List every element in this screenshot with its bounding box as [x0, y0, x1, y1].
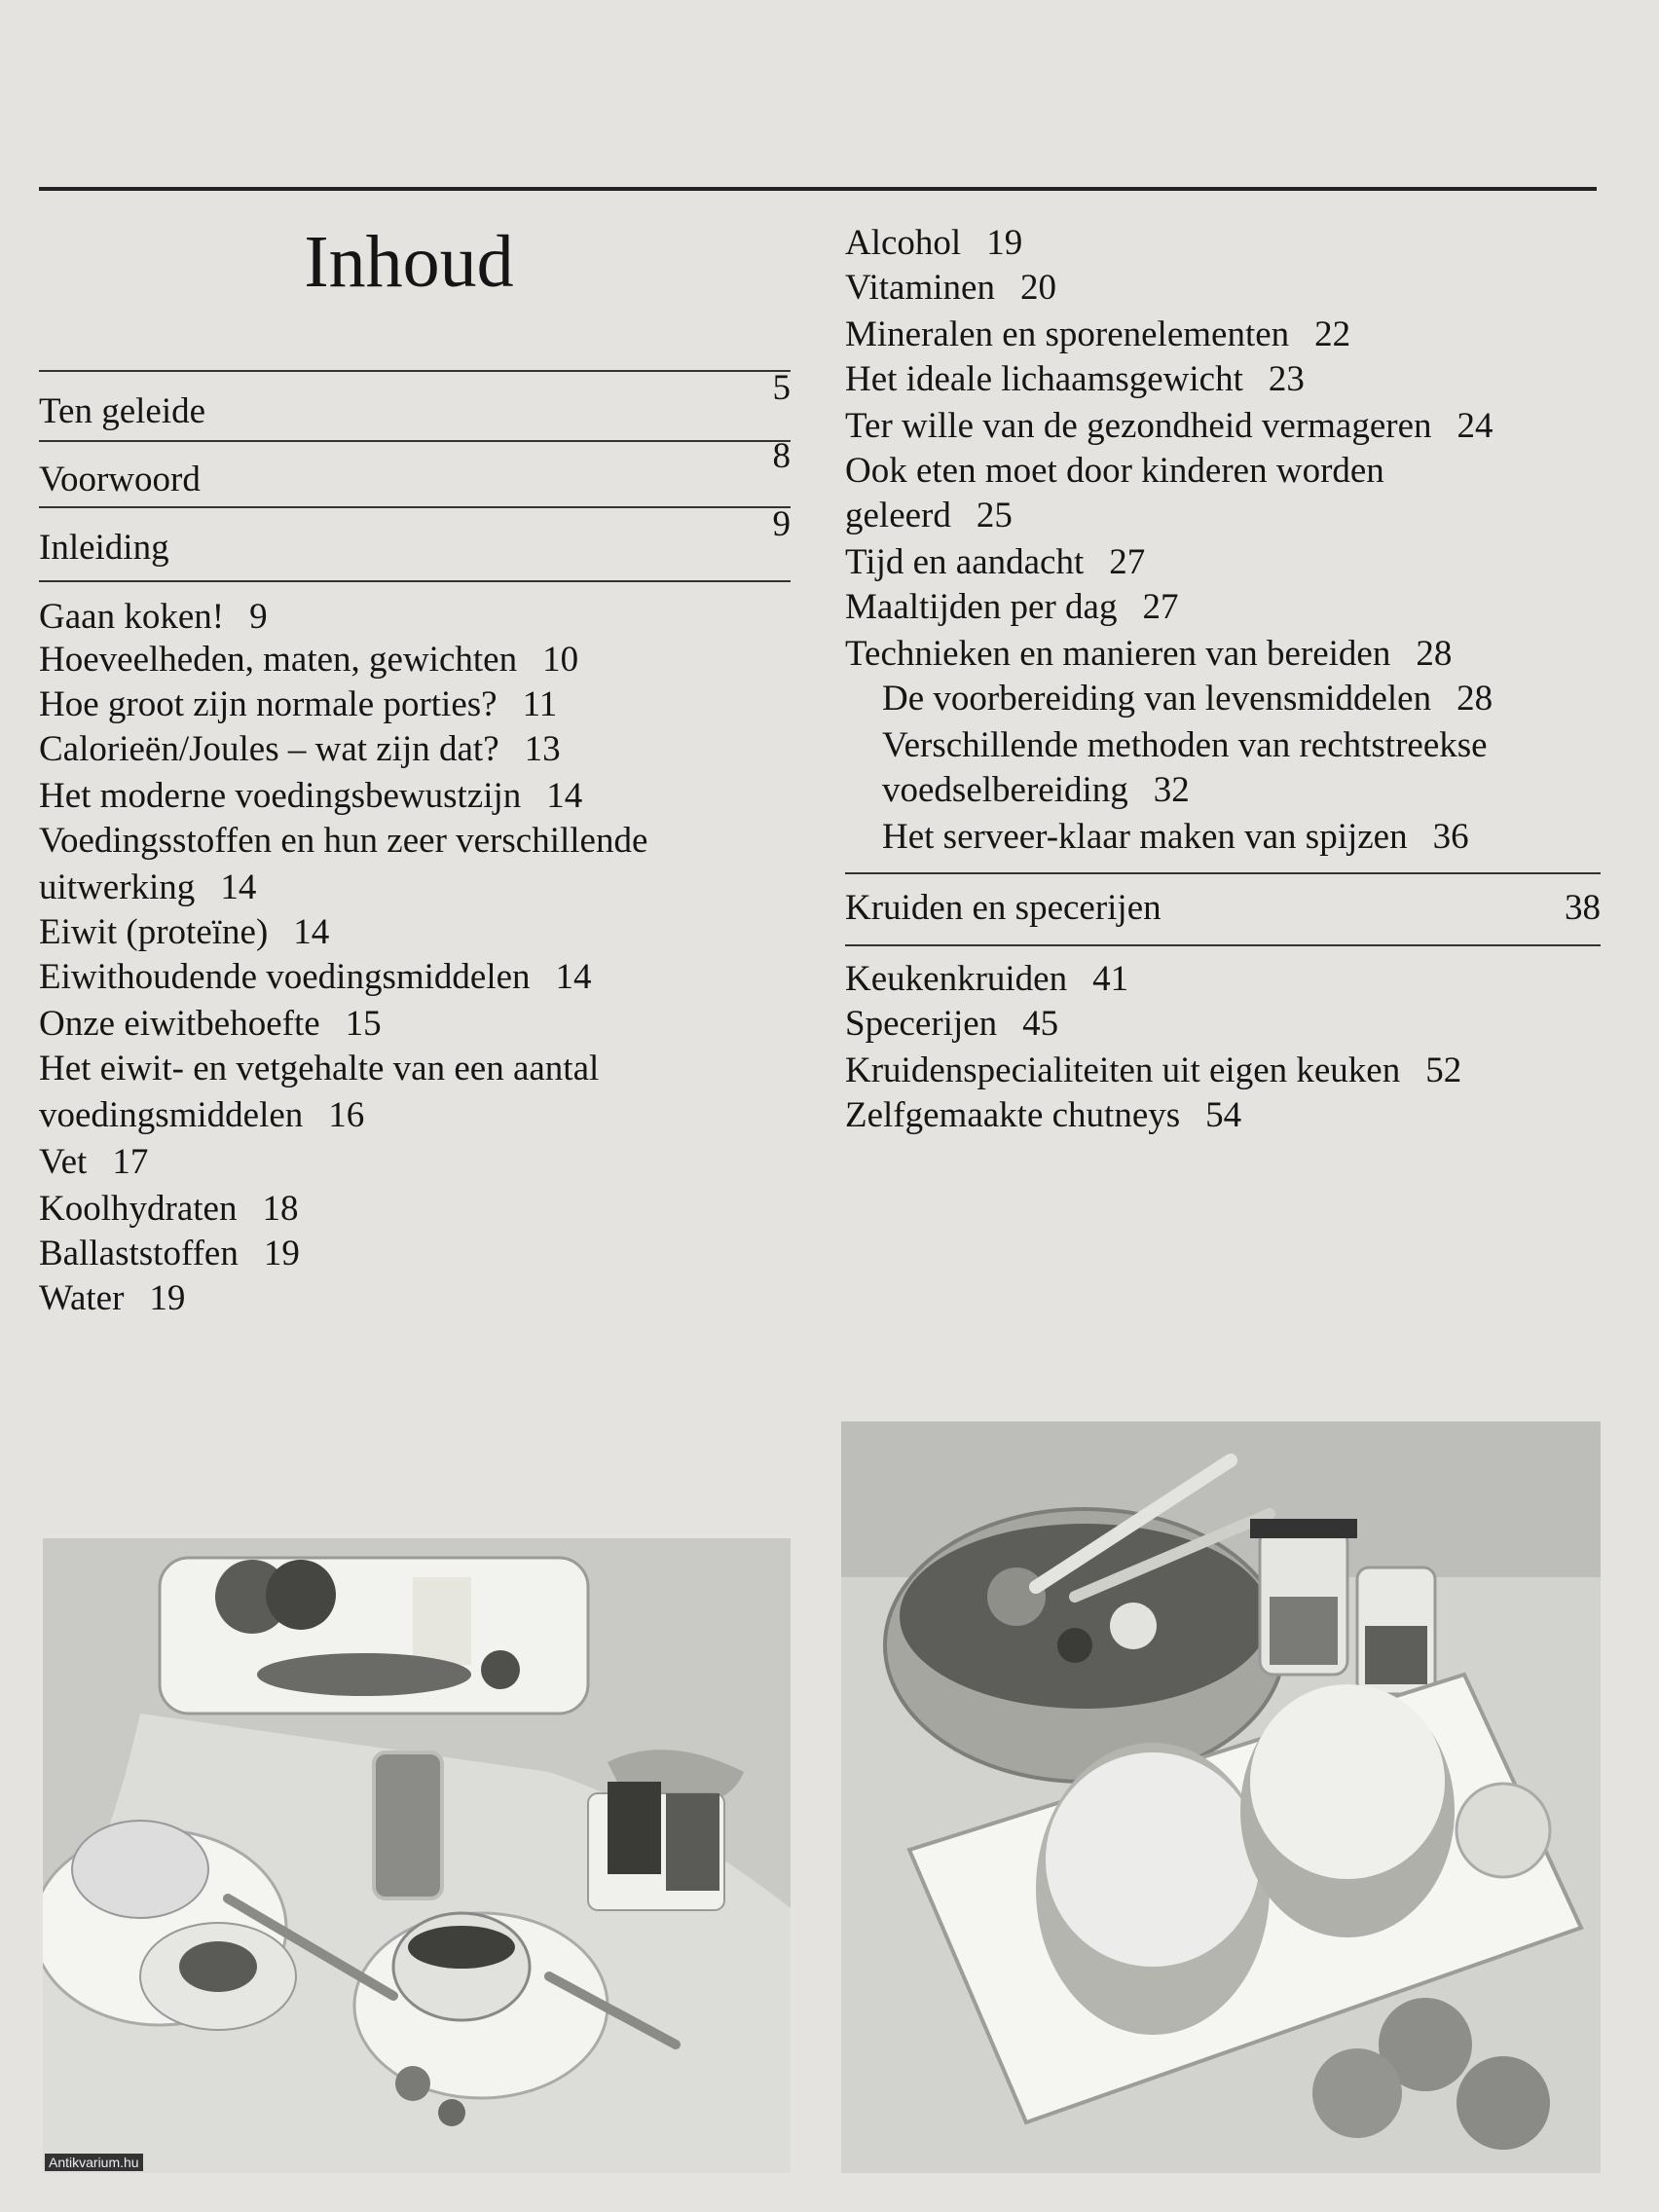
- toc-entry: Alcohol 19: [845, 223, 1023, 263]
- section-rule: [845, 872, 1601, 874]
- toc-entry: Koolhydraten 18: [39, 1189, 299, 1229]
- toc-subentry: Het serveer-klaar maken van spijzen 36: [882, 817, 1469, 857]
- toc-entry: Het eiwit- en vetgehalte van een aantal: [39, 1049, 600, 1088]
- breakfast-photo: [43, 1538, 791, 2173]
- toc-entry: Maaltijden per dag 27: [845, 587, 1179, 627]
- section-rule: [39, 370, 791, 372]
- toc-section: [39, 368, 791, 434]
- salad-chicken-photo: [841, 1421, 1601, 2173]
- toc-entry: Ook eten moet door kinderen worden: [845, 451, 1384, 491]
- toc-entry: Onze eiwitbehoefte 15: [39, 1004, 382, 1044]
- toc-entry: Ter wille van de gezondheid vermageren 24: [845, 406, 1493, 446]
- credit-watermark: Antikvarium.hu: [45, 2154, 143, 2171]
- section-page: 9: [772, 504, 791, 544]
- toc-entry: Eiwit (proteïne) 14: [39, 912, 330, 952]
- top-rule: [39, 187, 1597, 191]
- section-page: 8: [772, 436, 791, 476]
- toc-entry: uitwerking 14: [39, 867, 257, 907]
- section-rule: [39, 580, 791, 582]
- breakfast-illustration: [43, 1538, 791, 2173]
- toc-section: [39, 504, 791, 571]
- toc-entry: Mineralen en sporenelementen 22: [845, 314, 1351, 354]
- toc-section: [845, 886, 1601, 931]
- toc-entry: Specerijen 45: [845, 1004, 1059, 1044]
- section-page: 38: [1565, 888, 1601, 928]
- section-label: Ten geleide: [39, 391, 206, 431]
- toc-subentry: voedselbereiding 32: [882, 770, 1190, 810]
- toc-subentry: De voorbereiding van levensmiddelen 28: [882, 679, 1493, 719]
- toc-entry: geleerd 25: [845, 496, 1013, 535]
- section-rule: [845, 944, 1601, 946]
- section-label: Kruiden en specerijen: [845, 888, 1161, 928]
- page-title: Inhoud: [304, 221, 514, 303]
- toc-entry: Het ideale lichaamsgewicht 23: [845, 359, 1305, 399]
- section-label: Voorwoord: [39, 460, 201, 499]
- toc-entry: Hoe groot zijn normale porties? 11: [39, 684, 558, 724]
- salad-chicken-illustration: [841, 1421, 1601, 2173]
- toc-entry: Kruidenspecialiteiten uit eigen keuken 52: [845, 1051, 1462, 1090]
- toc-entry: Gaan koken! 9: [39, 597, 268, 637]
- section-label: Inleiding: [39, 528, 169, 568]
- toc-section: [39, 436, 791, 502]
- toc-entry: Ballaststoffen 19: [39, 1234, 300, 1273]
- toc-entry: Technieken en manieren van bereiden 28: [845, 634, 1453, 674]
- toc-entry: Voedingsstoffen en hun zeer verschillende: [39, 821, 648, 861]
- toc-entry: Vitaminen 20: [845, 268, 1056, 308]
- toc-entry: Eiwithoudende voedingsmiddelen 14: [39, 957, 592, 997]
- toc-entry: Tijd en aandacht 27: [845, 542, 1146, 582]
- toc-entry: voedingsmiddelen 16: [39, 1095, 365, 1135]
- toc-entry: Water 19: [39, 1278, 186, 1318]
- section-rule: [39, 506, 791, 508]
- toc-entry: Calorieën/Joules – wat zijn dat? 13: [39, 729, 561, 769]
- section-page: 5: [772, 368, 791, 408]
- toc-entry: Vet 17: [39, 1142, 149, 1182]
- section-rule: [39, 440, 791, 442]
- toc-entry: Zelfgemaakte chutneys 54: [845, 1095, 1242, 1135]
- toc-entry: Het moderne voedingsbewustzijn 14: [39, 776, 583, 816]
- toc-subentry: Verschillende methoden van rechtstreekse: [882, 725, 1488, 765]
- toc-entry: Hoeveelheden, maten, gewichten 10: [39, 640, 579, 680]
- toc-entry: Keukenkruiden 41: [845, 959, 1129, 999]
